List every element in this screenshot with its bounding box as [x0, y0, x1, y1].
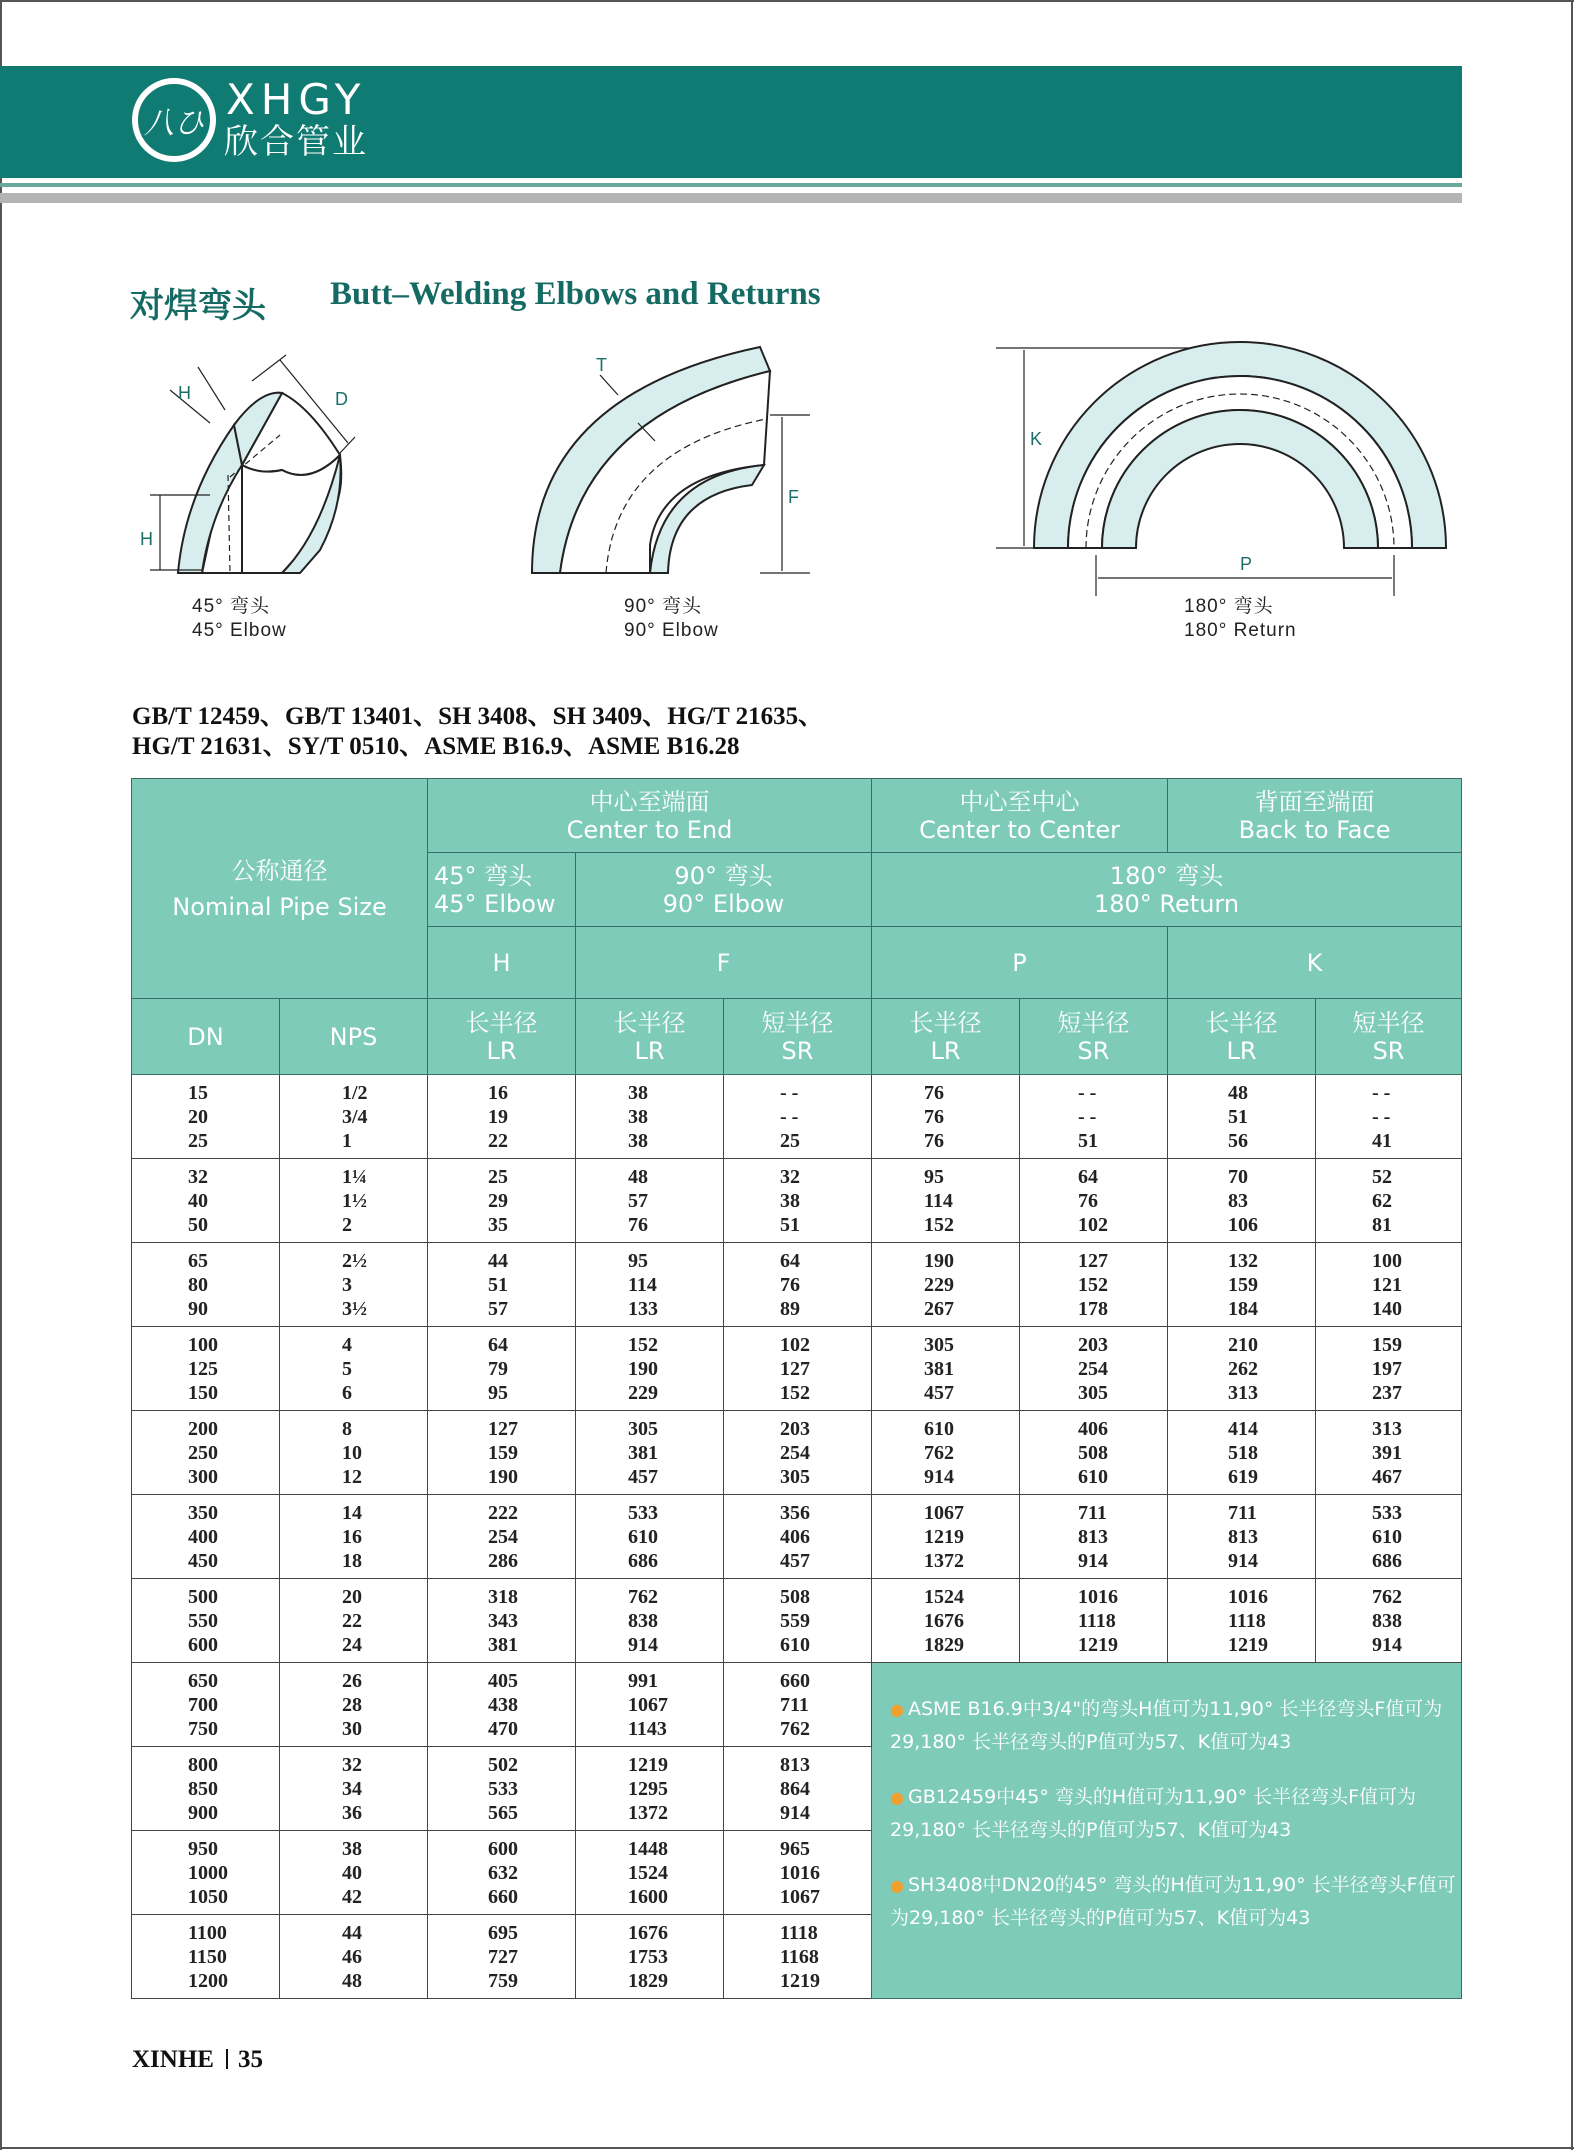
lr-cn: 长半径	[1205, 1008, 1278, 1037]
cell-nps: 14 16 18	[280, 1495, 428, 1579]
standards-list	[132, 702, 823, 762]
cell-h: 600 632 660	[428, 1831, 576, 1915]
header-p-sr	[1020, 999, 1168, 1075]
lr-en: LR	[634, 1036, 665, 1065]
dim-d-label: D	[335, 389, 348, 409]
header-k-sr	[1316, 999, 1462, 1075]
dim-k-label: K	[1030, 429, 1043, 449]
cell-nps: 20 22 24	[280, 1579, 428, 1663]
cell-k-sr: 52 62 81	[1316, 1159, 1462, 1243]
lr-en: LR	[1226, 1036, 1257, 1065]
cell-f-lr: 1448 1524 1600	[576, 1831, 724, 1915]
header-ctc-en: Center to Center	[919, 815, 1120, 844]
cell-h: 405 438 470	[428, 1663, 576, 1747]
dim-p-label: P	[1240, 554, 1253, 574]
header-180-cn: 180° 弯头	[1109, 861, 1224, 890]
cell-f-sr: 102 127 152	[724, 1327, 872, 1411]
cell-f-sr: 356 406 457	[724, 1495, 872, 1579]
elbow-90-diagram	[520, 345, 810, 585]
sr-cn: 短半径	[761, 1008, 834, 1037]
header-180-return	[872, 853, 1462, 927]
header-90-cn: 90° 弯头	[674, 861, 773, 890]
header-90-elbow	[576, 853, 872, 927]
cell-dn: 650 700 750	[132, 1663, 280, 1747]
cell-nps: 4 5 6	[280, 1327, 428, 1411]
header-dn: DN	[132, 999, 280, 1075]
lr-cn: 长半径	[909, 1008, 982, 1037]
bullet-icon: ●	[890, 1700, 904, 1719]
cell-k-sr: - - - - 41	[1316, 1075, 1462, 1159]
cell-k-lr: 70 83 106	[1168, 1159, 1316, 1243]
header-nominal-en: Nominal Pipe Size	[172, 892, 387, 921]
cell-f-sr: 965 1016 1067	[724, 1831, 872, 1915]
cell-f-sr: 813 864 914	[724, 1747, 872, 1831]
cell-f-lr: 38 38 38	[576, 1075, 724, 1159]
brand-name-en: XHGY	[226, 75, 367, 124]
note-item	[890, 1869, 1457, 1935]
cell-k-sr: 533 610 686	[1316, 1495, 1462, 1579]
footer-separator	[226, 2049, 228, 2069]
cell-dn: 950 1000 1050	[132, 1831, 280, 1915]
cell-f-lr: 152 190 229	[576, 1327, 724, 1411]
cell-f-lr: 533 610 686	[576, 1495, 724, 1579]
cell-f-lr: 1676 1753 1829	[576, 1915, 724, 1999]
header-center-to-center	[872, 779, 1168, 853]
cell-nps: 1/2 3/4 1	[280, 1075, 428, 1159]
page-border-right	[1571, 0, 1573, 2150]
cell-p-lr: 1067 1219 1372	[872, 1495, 1020, 1579]
header-btf-cn: 背面至端面	[1254, 787, 1375, 816]
brand-logo-glyph: 八ひ	[144, 106, 204, 141]
table-row	[132, 1411, 1462, 1495]
cell-p-lr: 1524 1676 1829	[872, 1579, 1020, 1663]
cell-h: 16 19 22	[428, 1075, 576, 1159]
return-180-caption-en: 180° Return	[1184, 620, 1297, 641]
cell-p-lr: 305 381 457	[872, 1327, 1020, 1411]
header-h-lr	[428, 999, 576, 1075]
brand-logo-icon	[132, 78, 216, 162]
sr-cn: 短半径	[1057, 1008, 1130, 1037]
cell-nps: 44 46 48	[280, 1915, 428, 1999]
cell-dn: 500 550 600	[132, 1579, 280, 1663]
header-180-en: 180° Return	[1093, 889, 1240, 918]
cell-dn: 350 400 450	[132, 1495, 280, 1579]
elbow-90-caption	[624, 595, 719, 643]
cell-k-lr: 48 51 56	[1168, 1075, 1316, 1159]
cell-nps: 1¼ 1½ 2	[280, 1159, 428, 1243]
note-text: GB12459中45° 弯头的H值可为11,90° 长半径弯头F值可为29,180° 长半径弯头的P值可为57、K值可为43	[890, 1786, 1417, 1841]
cell-f-sr: - - - - 25	[724, 1075, 872, 1159]
dimension-table	[131, 778, 1462, 1999]
return-180-diagram	[990, 340, 1460, 605]
sr-en: SR	[1372, 1036, 1405, 1065]
dim-f-label: F	[788, 487, 799, 507]
header-f-sr	[724, 999, 872, 1075]
cell-h: 25 29 35	[428, 1159, 576, 1243]
header-p-lr	[872, 999, 1020, 1075]
table-row	[132, 1243, 1462, 1327]
header-45-en: 45° Elbow	[434, 889, 556, 918]
header-nominal-cn: 公称通径	[231, 856, 328, 885]
elbow-90-caption-en: 90° Elbow	[624, 620, 719, 641]
header-nominal-size	[132, 779, 428, 999]
cell-nps: 26 28 30	[280, 1663, 428, 1747]
standards-line-2: HG/T 21631、SY/T 0510、ASME B16.9、ASME B16.28	[132, 733, 740, 760]
cell-h: 318 343 381	[428, 1579, 576, 1663]
cell-f-sr: 64 76 89	[724, 1243, 872, 1327]
header-band	[0, 66, 1462, 178]
cell-f-sr: 32 38 51	[724, 1159, 872, 1243]
note-item	[890, 1781, 1457, 1847]
table-row	[132, 1663, 1462, 1747]
lr-en: LR	[930, 1036, 961, 1065]
header-cte-cn: 中心至端面	[589, 787, 710, 816]
header-btf-en: Back to Face	[1238, 815, 1391, 844]
cell-h: 127 159 190	[428, 1411, 576, 1495]
header-cte-en: Center to End	[566, 815, 733, 844]
cell-h: 502 533 565	[428, 1747, 576, 1831]
elbow-90-caption-cn: 90° 弯头	[624, 596, 703, 617]
cell-p-sr: - - - - 51	[1020, 1075, 1168, 1159]
cell-h: 64 79 95	[428, 1327, 576, 1411]
page-footer	[132, 2046, 263, 2074]
note-text: ASME B16.9中3/4"的弯头H值可为11,90° 长半径弯头F值可为29,180° 长半径弯头的P值可为57、K值可为43	[890, 1698, 1443, 1753]
header-stripe-gray	[0, 193, 1462, 203]
dim-t-label: T	[596, 355, 607, 375]
header-45-cn: 45° 弯头	[434, 861, 533, 890]
cell-k-sr: 762 838 914	[1316, 1579, 1462, 1663]
bullet-icon: ●	[890, 1876, 904, 1895]
cell-k-sr: 100 121 140	[1316, 1243, 1462, 1327]
cell-dn: 32 40 50	[132, 1159, 280, 1243]
header-back-to-face	[1168, 779, 1462, 853]
cell-p-lr: 76 76 76	[872, 1075, 1020, 1159]
cell-p-sr: 64 76 102	[1020, 1159, 1168, 1243]
table-row	[132, 1327, 1462, 1411]
header-90-en: 90° Elbow	[662, 889, 785, 918]
cell-f-lr: 991 1067 1143	[576, 1663, 724, 1747]
cell-p-lr: 95 114 152	[872, 1159, 1020, 1243]
cell-dn: 200 250 300	[132, 1411, 280, 1495]
page-border-bottom	[0, 2147, 1574, 2149]
cell-k-sr: 313 391 467	[1316, 1411, 1462, 1495]
standards-line-1: GB/T 12459、GB/T 13401、SH 3408、SH 3409、HG/T 21635、	[132, 703, 824, 730]
cell-p-sr: 203 254 305	[1020, 1327, 1168, 1411]
cell-dn: 1100 1150 1200	[132, 1915, 280, 1999]
header-k-lr	[1168, 999, 1316, 1075]
page-border-top	[0, 0, 1574, 2]
cell-k-lr: 414 518 619	[1168, 1411, 1316, 1495]
cell-nps: 2½ 3 3½	[280, 1243, 428, 1327]
table-row	[132, 1075, 1462, 1159]
cell-p-lr: 610 762 914	[872, 1411, 1020, 1495]
header-stripe	[0, 183, 1462, 187]
cell-nps: 8 10 12	[280, 1411, 428, 1495]
header-sym-p: P	[872, 927, 1168, 999]
sr-en: SR	[781, 1036, 814, 1065]
table-row	[132, 1579, 1462, 1663]
cell-f-sr: 508 559 610	[724, 1579, 872, 1663]
page-title-en: Butt–Welding Elbows and Returns	[330, 276, 821, 312]
sr-cn: 短半径	[1352, 1008, 1425, 1037]
cell-k-lr: 210 262 313	[1168, 1327, 1316, 1411]
dim-h2-label: H	[178, 383, 191, 403]
table-row	[132, 1159, 1462, 1243]
note-item	[890, 1693, 1457, 1759]
notes-panel	[872, 1663, 1462, 1999]
cell-k-lr: 711 813 914	[1168, 1495, 1316, 1579]
cell-k-sr: 159 197 237	[1316, 1327, 1462, 1411]
elbow-45-diagram	[130, 345, 410, 585]
return-180-caption	[1184, 595, 1297, 643]
cell-p-sr: 711 813 914	[1020, 1495, 1168, 1579]
cell-f-sr: 203 254 305	[724, 1411, 872, 1495]
cell-p-sr: 406 508 610	[1020, 1411, 1168, 1495]
cell-f-sr: 660 711 762	[724, 1663, 872, 1747]
cell-nps: 32 34 36	[280, 1747, 428, 1831]
return-180-caption-cn: 180° 弯头	[1184, 596, 1274, 617]
footer-brand: XINHE	[132, 2046, 214, 2073]
cell-f-sr: 1118 1168 1219	[724, 1915, 872, 1999]
cell-dn: 100 125 150	[132, 1327, 280, 1411]
cell-k-lr: 1016 1118 1219	[1168, 1579, 1316, 1663]
cell-f-lr: 305 381 457	[576, 1411, 724, 1495]
cell-f-lr: 1219 1295 1372	[576, 1747, 724, 1831]
cell-h: 695 727 759	[428, 1915, 576, 1999]
cell-k-lr: 132 159 184	[1168, 1243, 1316, 1327]
page-border-left	[0, 0, 2, 2150]
page-number: 35	[237, 2046, 263, 2073]
cell-p-sr: 127 152 178	[1020, 1243, 1168, 1327]
cell-f-lr: 95 114 133	[576, 1243, 724, 1327]
bullet-icon: ●	[890, 1788, 904, 1807]
header-nps: NPS	[280, 999, 428, 1075]
cell-dn: 65 80 90	[132, 1243, 280, 1327]
cell-f-lr: 48 57 76	[576, 1159, 724, 1243]
note-text: SH3408中DN20的45° 弯头的H值可为11,90° 长半径弯头F值可为29,180° 长半径弯头的P值可为57、K值可为43	[890, 1874, 1456, 1929]
sr-en: SR	[1077, 1036, 1110, 1065]
page-title-cn: 对焊弯头	[130, 286, 266, 326]
lr-cn: 长半径	[613, 1008, 686, 1037]
cell-nps: 38 40 42	[280, 1831, 428, 1915]
cell-p-sr: 1016 1118 1219	[1020, 1579, 1168, 1663]
header-sym-h: H	[428, 927, 576, 999]
header-sym-f: F	[576, 927, 872, 999]
header-f-lr	[576, 999, 724, 1075]
dim-h-label: H	[140, 529, 153, 549]
header-sym-k: K	[1168, 927, 1462, 999]
cell-h: 222 254 286	[428, 1495, 576, 1579]
cell-h: 44 51 57	[428, 1243, 576, 1327]
elbow-45-caption-cn: 45° 弯头	[192, 596, 271, 617]
elbow-45-caption-en: 45° Elbow	[192, 620, 287, 641]
cell-dn: 15 20 25	[132, 1075, 280, 1159]
table-row	[132, 1495, 1462, 1579]
elbow-45-caption	[192, 595, 287, 643]
brand-name-cn: 欣合管业	[224, 122, 368, 162]
cell-dn: 800 850 900	[132, 1747, 280, 1831]
cell-p-lr: 190 229 267	[872, 1243, 1020, 1327]
header-ctc-cn: 中心至中心	[959, 787, 1080, 816]
header-45-elbow	[428, 853, 576, 927]
header-center-to-end	[428, 779, 872, 853]
cell-f-lr: 762 838 914	[576, 1579, 724, 1663]
lr-cn: 长半径	[465, 1008, 538, 1037]
lr-en: LR	[486, 1036, 517, 1065]
